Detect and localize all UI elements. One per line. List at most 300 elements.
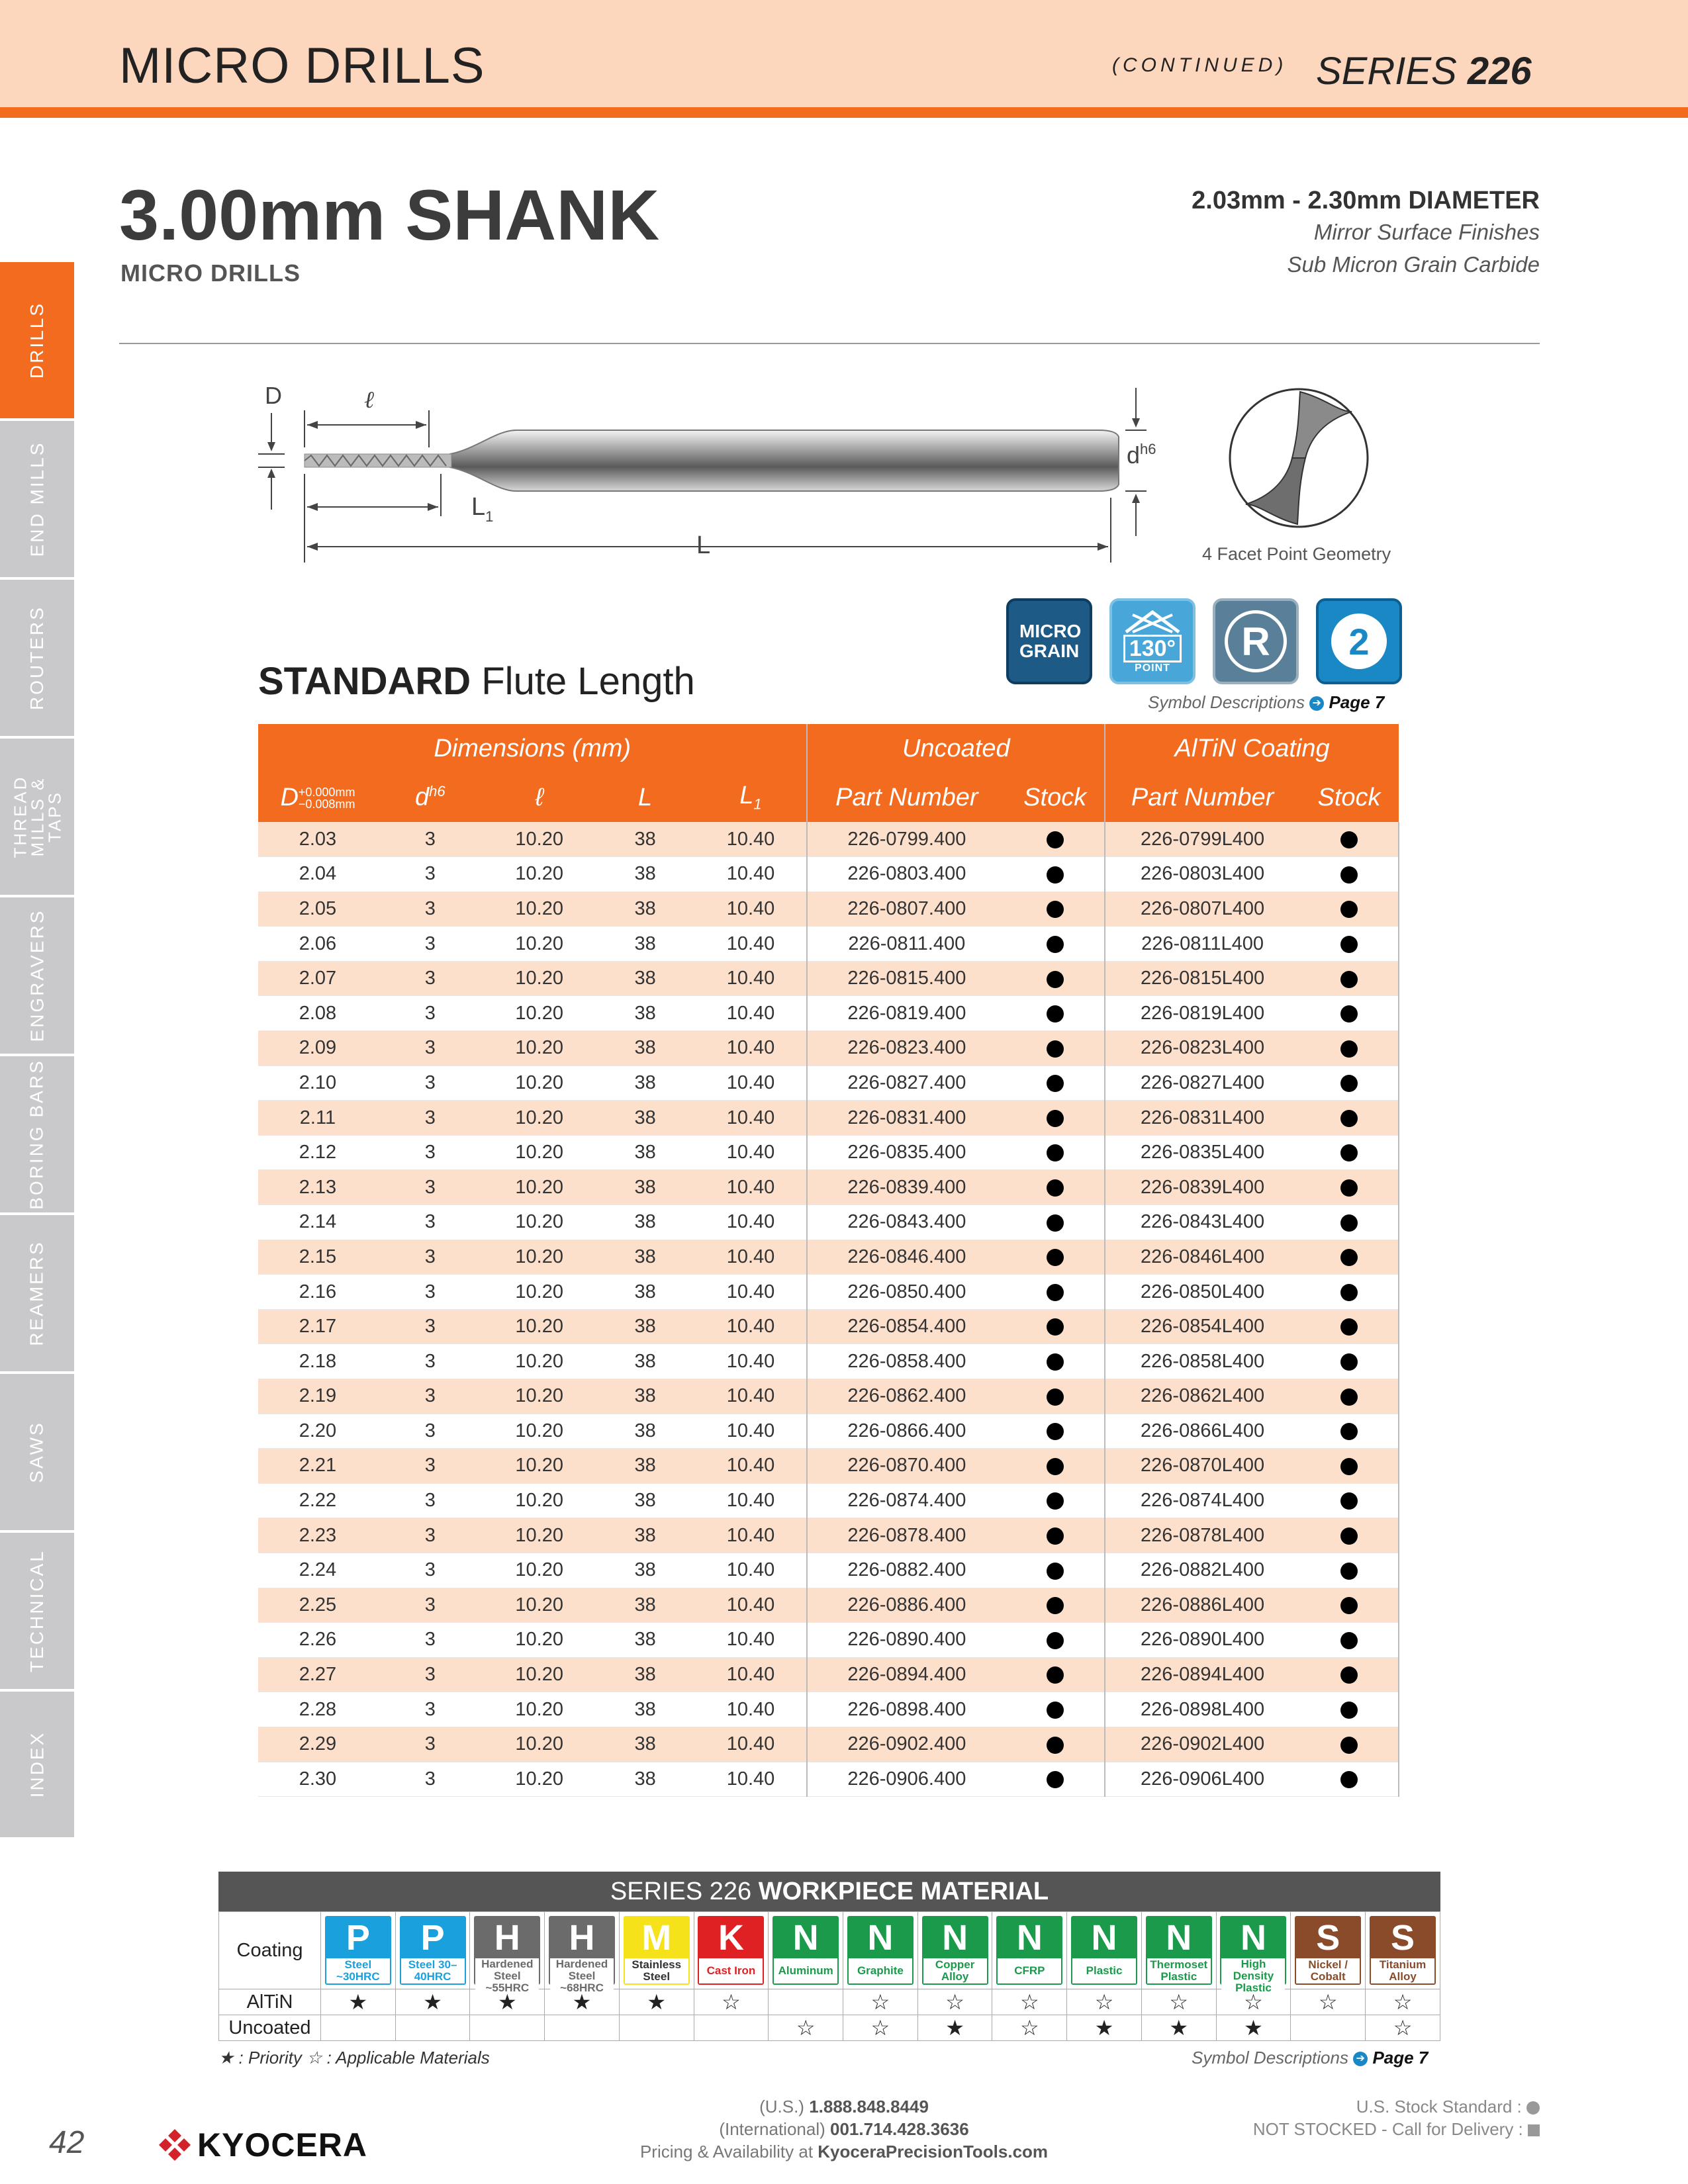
two-number: 2: [1331, 614, 1387, 669]
stock-dot: [1299, 1483, 1399, 1518]
material-letter: N: [1240, 1918, 1266, 1958]
table-cell: 10.20: [483, 961, 596, 996]
material-cell: [1291, 1912, 1366, 1989]
stock-dot: [1006, 1101, 1105, 1136]
part-number-cell: 226-0858.400: [807, 1344, 1006, 1379]
continued-label: (CONTINUED): [1112, 54, 1288, 76]
table-cell: 10.40: [695, 822, 808, 857]
stock-dot-icon: [1340, 1179, 1358, 1197]
table-cell: 10.20: [483, 1101, 596, 1136]
rating-cell: ☆: [1366, 2015, 1440, 2041]
drill-flute: [305, 454, 451, 467]
material-letter: S: [1391, 1918, 1415, 1958]
stock-dot: [1006, 927, 1105, 962]
table-cell: 10.40: [695, 1414, 808, 1449]
side-tab-label: ENGRAVERS: [26, 909, 47, 1042]
table-row: [258, 1205, 1399, 1240]
stock-dot: [1006, 1066, 1105, 1101]
table-cell: 3: [377, 1762, 483, 1797]
part-number-cell: 226-0839.400: [807, 1170, 1006, 1205]
col-part-number-altin: Part Number: [1105, 773, 1299, 822]
series-label: [1316, 49, 1532, 93]
table-cell: 2.17: [258, 1309, 377, 1344]
table-cell: 3: [377, 891, 483, 927]
material-name: Hardened Steel ~68HRC: [550, 1958, 614, 1994]
stock-dot: [1299, 1588, 1399, 1623]
page-title: MICRO DRILLS: [119, 38, 485, 94]
stock-dot: [1006, 1553, 1105, 1588]
stock-dot: [1006, 1727, 1105, 1762]
stock-dot-icon: [1047, 1737, 1064, 1754]
table-cell: 38: [596, 1727, 695, 1762]
material-cell: [843, 1912, 918, 1989]
side-tab-9[interactable]: [0, 1692, 74, 1837]
material-name: Titanium Alloy: [1371, 1958, 1434, 1983]
table-cell: 10.40: [695, 1483, 808, 1518]
table-row: [258, 1623, 1399, 1658]
table-cell: 2.26: [258, 1623, 377, 1658]
stock-dot-icon: [1047, 1249, 1064, 1266]
point-label: POINT: [1135, 662, 1170, 674]
stock-dot: [1299, 1101, 1399, 1136]
side-tab-7[interactable]: [0, 1374, 74, 1530]
table-cell: 3: [377, 1414, 483, 1449]
group-dimensions: Dimensions (mm): [258, 724, 807, 773]
table-row: [258, 1483, 1399, 1518]
part-number-cell: 226-0854L400: [1105, 1309, 1299, 1344]
table-row: [258, 1657, 1399, 1692]
facet-caption: 4 Facet Point Geometry: [1202, 544, 1391, 564]
side-tab-1[interactable]: [0, 421, 74, 577]
side-tab-2[interactable]: [0, 580, 74, 736]
rating-cell: ☆: [1291, 1989, 1366, 2015]
table-cell: 2.03: [258, 822, 377, 857]
stock-dot: [1006, 1344, 1105, 1379]
table-cell: 10.20: [483, 1066, 596, 1101]
rating-cell: ★: [321, 1989, 396, 2015]
r-radius-icon: [1213, 598, 1299, 684]
product-title: 3.00mm SHANK: [119, 175, 660, 255]
table-cell: 10.40: [695, 1727, 808, 1762]
stock-dot: [1299, 822, 1399, 857]
section-title-bold: STANDARD: [258, 660, 471, 703]
stock-dot: [1299, 1205, 1399, 1240]
table-cell: 2.15: [258, 1240, 377, 1275]
part-number-cell: 226-0803L400: [1105, 857, 1299, 892]
side-tab-label: SAWS: [26, 1421, 47, 1483]
stock-dot: [1006, 1449, 1105, 1484]
material-name: Thermoset Plastic: [1147, 1958, 1211, 1983]
side-tab-0[interactable]: [0, 262, 74, 418]
stock-dot-icon: [1340, 971, 1358, 988]
table-cell: 2.16: [258, 1275, 377, 1310]
col-L1: $L_1$: [695, 773, 808, 822]
series-text: SERIES: [1316, 50, 1457, 93]
stock-dot-icon: [1047, 971, 1064, 988]
table-cell: 2.25: [258, 1588, 377, 1623]
part-number-cell: 226-0835.400: [807, 1135, 1006, 1170]
stock-dot-icon: [1047, 1597, 1064, 1614]
material-letter: N: [1091, 1918, 1117, 1958]
rating-cell: ★: [619, 1989, 694, 2015]
stock-dot-icon: [1340, 1666, 1358, 1684]
table-cell: 2.07: [258, 961, 377, 996]
stock-dot-icon: [1340, 1075, 1358, 1092]
side-tab-3[interactable]: [0, 739, 74, 895]
stock-dot-icon: [1340, 936, 1358, 953]
table-cell: 10.20: [483, 1275, 596, 1310]
r-letter: R: [1225, 610, 1287, 672]
stock-dot-icon: [1047, 1702, 1064, 1719]
material-cell: [694, 1912, 769, 1989]
rating-cell: ☆: [1366, 1989, 1440, 2015]
part-number-cell: 226-0890L400: [1105, 1623, 1299, 1658]
rating-cell: ★: [1141, 2015, 1216, 2041]
feature-finish: Mirror Surface Finishes: [1313, 220, 1540, 244]
stock-dot: [1006, 1657, 1105, 1692]
table-row: [258, 1135, 1399, 1170]
material-name: Graphite: [849, 1958, 912, 1983]
side-tab-8[interactable]: [0, 1533, 74, 1689]
side-tab-6[interactable]: [0, 1215, 74, 1371]
table-row: [258, 1309, 1399, 1344]
stock-dot-icon: [1340, 1110, 1358, 1127]
col-l: ℓ: [483, 773, 596, 822]
material-name: Aluminum: [774, 1958, 837, 1983]
rating-cell: ☆: [992, 2015, 1067, 2041]
stock-dot-icon: [1047, 936, 1064, 953]
table-cell: 10.20: [483, 1588, 596, 1623]
part-number-cell: 226-0866L400: [1105, 1414, 1299, 1449]
table-cell: 38: [596, 1344, 695, 1379]
part-number-cell: 226-0874.400: [807, 1483, 1006, 1518]
stock-dot: [1299, 857, 1399, 892]
table-cell: 2.10: [258, 1066, 377, 1101]
table-cell: 38: [596, 1240, 695, 1275]
part-number-cell: 226-0854.400: [807, 1309, 1006, 1344]
part-number-cell: 226-0862L400: [1105, 1379, 1299, 1414]
table-cell: 10.20: [483, 1657, 596, 1692]
rating-cell: [769, 1989, 843, 2015]
table-cell: 10.40: [695, 996, 808, 1031]
material-letter: H: [569, 1918, 595, 1958]
material-name: Plastic: [1072, 1958, 1136, 1983]
side-tab-5[interactable]: [0, 1056, 74, 1212]
stock-dot: [1006, 1379, 1105, 1414]
group-uncoated: Uncoated: [807, 724, 1105, 773]
part-number-cell: 226-0807L400: [1105, 891, 1299, 927]
rating-cell: ★: [545, 1989, 620, 2015]
stock-dot-icon: [1340, 1040, 1358, 1058]
table-cell: 3: [377, 1449, 483, 1484]
micro-grain-text: MICRO GRAIN: [1019, 621, 1082, 661]
material-row-altin: [219, 1989, 1440, 2015]
table-cell: 10.40: [695, 857, 808, 892]
part-number-cell: 226-0827L400: [1105, 1066, 1299, 1101]
table-cell: 2.09: [258, 1031, 377, 1066]
part-number-cell: 226-0894L400: [1105, 1657, 1299, 1692]
table-cell: 2.05: [258, 891, 377, 927]
part-number-cell: 226-0858L400: [1105, 1344, 1299, 1379]
table-cell: 10.40: [695, 1170, 808, 1205]
table-cell: 38: [596, 1275, 695, 1310]
table-cell: 10.20: [483, 1449, 596, 1484]
col-stock-uncoated: Stock: [1006, 773, 1105, 822]
stock-dot-icon: [1526, 2101, 1540, 2115]
table-cell: 2.28: [258, 1692, 377, 1727]
stock-dot-icon: [1340, 1527, 1358, 1545]
table-cell: 38: [596, 822, 695, 857]
rating-cell: ☆: [1216, 1989, 1291, 2015]
symbol-descriptions-link[interactable]: [1148, 692, 1384, 713]
stock-dot-icon: [1047, 1040, 1064, 1058]
material-letter: K: [718, 1918, 744, 1958]
symbol-desc-page: Page 7: [1329, 692, 1385, 712]
stock-dot: [1299, 1657, 1399, 1692]
rating-cell: [619, 2015, 694, 2041]
stock-dot-icon: [1047, 866, 1064, 884]
table-cell: 38: [596, 857, 695, 892]
rating-legend: ★ : Priority ☆ : Applicable Materials: [218, 2048, 490, 2068]
part-number-cell: 226-0827.400: [807, 1066, 1006, 1101]
stock-dot-icon: [1340, 1318, 1358, 1336]
stock-dot-icon: [1047, 1492, 1064, 1510]
table-cell: 2.18: [258, 1344, 377, 1379]
point-angle-glyph: [1119, 608, 1186, 635]
part-number-cell: 226-0874L400: [1105, 1483, 1299, 1518]
table-cell: 10.20: [483, 822, 596, 857]
table-cell: 38: [596, 1762, 695, 1797]
material-letter: N: [792, 1918, 819, 1958]
table-row: [258, 1379, 1399, 1414]
table-cell: 3: [377, 1101, 483, 1136]
table-cell: 10.40: [695, 927, 808, 962]
arrow-right-icon: ➔: [1353, 2052, 1368, 2066]
table-cell: 2.22: [258, 1483, 377, 1518]
rating-cell: ☆: [1067, 1989, 1142, 2015]
stock-dot-icon: [1047, 1666, 1064, 1684]
table-cell: 10.40: [695, 1205, 808, 1240]
drill-shank: [450, 430, 1119, 491]
rating-cell: ☆: [843, 2015, 918, 2041]
table-cell: 10.20: [483, 1518, 596, 1553]
table-cell: 3: [377, 1623, 483, 1658]
table-cell: 2.04: [258, 857, 377, 892]
table-row: [258, 1414, 1399, 1449]
material-name: Stainless Steel: [625, 1958, 688, 1983]
rating-cell: [545, 2015, 620, 2041]
table-cell: 38: [596, 1449, 695, 1484]
part-number-cell: 226-0890.400: [807, 1623, 1006, 1658]
part-number-cell: 226-0870L400: [1105, 1449, 1299, 1484]
table-row: [258, 1518, 1399, 1553]
part-number-cell: 226-0831L400: [1105, 1101, 1299, 1136]
table-cell: 10.40: [695, 1449, 808, 1484]
table-cell: 10.20: [483, 1727, 596, 1762]
table-cell: 10.20: [483, 1240, 596, 1275]
material-cell: [769, 1912, 843, 1989]
table-cell: 3: [377, 1379, 483, 1414]
material-name: Hardened Steel ~55HRC: [475, 1958, 539, 1994]
workpiece-material-table: [218, 1872, 1440, 2041]
material-letter: H: [494, 1918, 520, 1958]
table-cell: 10.40: [695, 1275, 808, 1310]
material-name: Steel ~30HRC: [326, 1958, 390, 1983]
rating-cell: ★: [395, 1989, 470, 2015]
table-cell: 38: [596, 1205, 695, 1240]
material-cell: [545, 1912, 620, 1994]
part-number-cell: 226-0811.400: [807, 927, 1006, 962]
side-tab-label: REAMERS: [26, 1240, 47, 1346]
stock-dot-icon: [1047, 1423, 1064, 1440]
rating-cell: ★: [917, 2015, 992, 2041]
table-row: [258, 1101, 1399, 1136]
material-header: SERIES 226 WORKPIECE MATERIAL: [218, 1872, 1440, 1911]
material-letter: N: [867, 1918, 894, 1958]
col-L: L: [596, 773, 695, 822]
stock-dot: [1299, 1762, 1399, 1797]
stock-dot-icon: [1047, 1563, 1064, 1580]
part-number-cell: 226-0862.400: [807, 1379, 1006, 1414]
table-cell: 3: [377, 1553, 483, 1588]
rating-cell: [470, 2015, 545, 2041]
stock-dot: [1006, 961, 1105, 996]
material-letter: P: [420, 1918, 445, 1958]
stock-dot-icon: [1340, 1249, 1358, 1266]
stock-dot: [1299, 1449, 1399, 1484]
table-cell: 2.08: [258, 996, 377, 1031]
point-angle-icon: [1109, 598, 1196, 684]
table-cell: 38: [596, 1553, 695, 1588]
table-cell: 3: [377, 857, 483, 892]
table-cell: 10.40: [695, 1379, 808, 1414]
part-number-cell: 226-0846L400: [1105, 1240, 1299, 1275]
group-altin: AlTiN Coating: [1105, 724, 1399, 773]
stock-dot: [1299, 927, 1399, 962]
table-cell: 2.14: [258, 1205, 377, 1240]
stock-dot-icon: [1340, 1144, 1358, 1161]
table-cell: 10.20: [483, 1170, 596, 1205]
point-degree: 130°: [1123, 635, 1182, 662]
table-row: [258, 857, 1399, 892]
header-rule: [0, 107, 1688, 118]
table-row: [258, 1170, 1399, 1205]
table-cell: 38: [596, 1379, 695, 1414]
table-row: [258, 1553, 1399, 1588]
table-cell: 38: [596, 1657, 695, 1692]
stock-dot: [1299, 1553, 1399, 1588]
rating-cell: ☆: [1141, 1989, 1216, 2015]
table-cell: 10.20: [483, 927, 596, 962]
label-d: $d^{h6}$: [1127, 441, 1156, 469]
stock-dot: [1299, 1344, 1399, 1379]
part-number-cell: 226-0906L400: [1105, 1762, 1299, 1797]
table-row: [258, 1727, 1399, 1762]
table-cell: 10.20: [483, 1553, 596, 1588]
stock-dot: [1299, 1414, 1399, 1449]
table-row: [258, 1240, 1399, 1275]
side-tab-4[interactable]: [0, 897, 74, 1054]
side-tab-label: BORING BARS: [26, 1059, 48, 1210]
part-number-cell: 226-0807.400: [807, 891, 1006, 927]
rating-cell: ☆: [769, 2015, 843, 2041]
material-letter: N: [942, 1918, 968, 1958]
part-number-cell: 226-0886.400: [807, 1588, 1006, 1623]
stock-dot-icon: [1340, 1563, 1358, 1580]
part-number-cell: 226-0835L400: [1105, 1135, 1299, 1170]
material-letter: N: [1016, 1918, 1043, 1958]
table-cell: 10.20: [483, 891, 596, 927]
table-cell: 10.40: [695, 1240, 808, 1275]
stock-dot-icon: [1340, 1458, 1358, 1475]
website-link[interactable]: KyoceraPrecisionTools.com: [818, 2142, 1049, 2161]
col-part-number-uncoated: Part Number: [807, 773, 1006, 822]
material-row-label: Uncoated: [219, 2015, 321, 2041]
stock-dot: [1299, 891, 1399, 927]
part-number-cell: 226-0886L400: [1105, 1588, 1299, 1623]
symbol-descriptions-link-2[interactable]: Symbol Descriptions ➔ Page 7: [1192, 2048, 1429, 2068]
stock-dot: [1299, 1623, 1399, 1658]
table-cell: 3: [377, 1205, 483, 1240]
table-cell: 2.24: [258, 1553, 377, 1588]
rating-cell: ★: [1216, 2015, 1291, 2041]
stock-dot-icon: [1047, 1144, 1064, 1161]
part-number-cell: 226-0898.400: [807, 1692, 1006, 1727]
two-flute-icon: [1316, 598, 1402, 684]
stock-dot: [1299, 1518, 1399, 1553]
table-cell: 2.30: [258, 1762, 377, 1797]
table-cell: 2.06: [258, 927, 377, 962]
table-cell: 2.19: [258, 1379, 377, 1414]
coating-label: Coating: [219, 1912, 321, 1989]
label-D: D: [265, 382, 282, 409]
stock-dot: [1006, 1205, 1105, 1240]
stock-dot: [1006, 1518, 1105, 1553]
part-number-cell: 226-0850.400: [807, 1275, 1006, 1310]
part-number-cell: 226-0815L400: [1105, 961, 1299, 996]
stock-dot-icon: [1340, 866, 1358, 884]
table-cell: 10.20: [483, 996, 596, 1031]
part-number-cell: 226-0902L400: [1105, 1727, 1299, 1762]
table-cell: 3: [377, 1135, 483, 1170]
table-cell: 2.23: [258, 1518, 377, 1553]
part-number-cell: 226-0882L400: [1105, 1553, 1299, 1588]
part-number-cell: 226-0819L400: [1105, 996, 1299, 1031]
table-cell: 3: [377, 1275, 483, 1310]
stock-dot-icon: [1340, 1214, 1358, 1232]
table-cell: 10.20: [483, 1623, 596, 1658]
stock-dot: [1006, 1623, 1105, 1658]
stock-dot: [1006, 1275, 1105, 1310]
table-row: [258, 822, 1399, 857]
part-number-cell: 226-0878L400: [1105, 1518, 1299, 1553]
part-number-cell: 226-0843L400: [1105, 1205, 1299, 1240]
contact-info: (U.S.) 1.888.848.8449 (International) 001.714.428.3636 Pricing & Availability at KyoceraPrecisionTools.com: [639, 2097, 1049, 2161]
stock-dot-icon: [1047, 1458, 1064, 1475]
table-cell: 3: [377, 1657, 483, 1692]
rating-cell: [321, 2015, 396, 2041]
table-cell: 10.20: [483, 1692, 596, 1727]
table-row: [258, 927, 1399, 962]
logo-text: KYOCERA: [197, 2126, 368, 2163]
part-number-cell: 226-0898L400: [1105, 1692, 1299, 1727]
table-cell: 38: [596, 1309, 695, 1344]
rating-cell: ★: [1067, 2015, 1142, 2041]
table-cell: 2.29: [258, 1727, 377, 1762]
rating-cell: ☆: [843, 1989, 918, 2015]
stock-dot-icon: [1340, 1284, 1358, 1301]
stock-dot-icon: [1340, 1771, 1358, 1788]
